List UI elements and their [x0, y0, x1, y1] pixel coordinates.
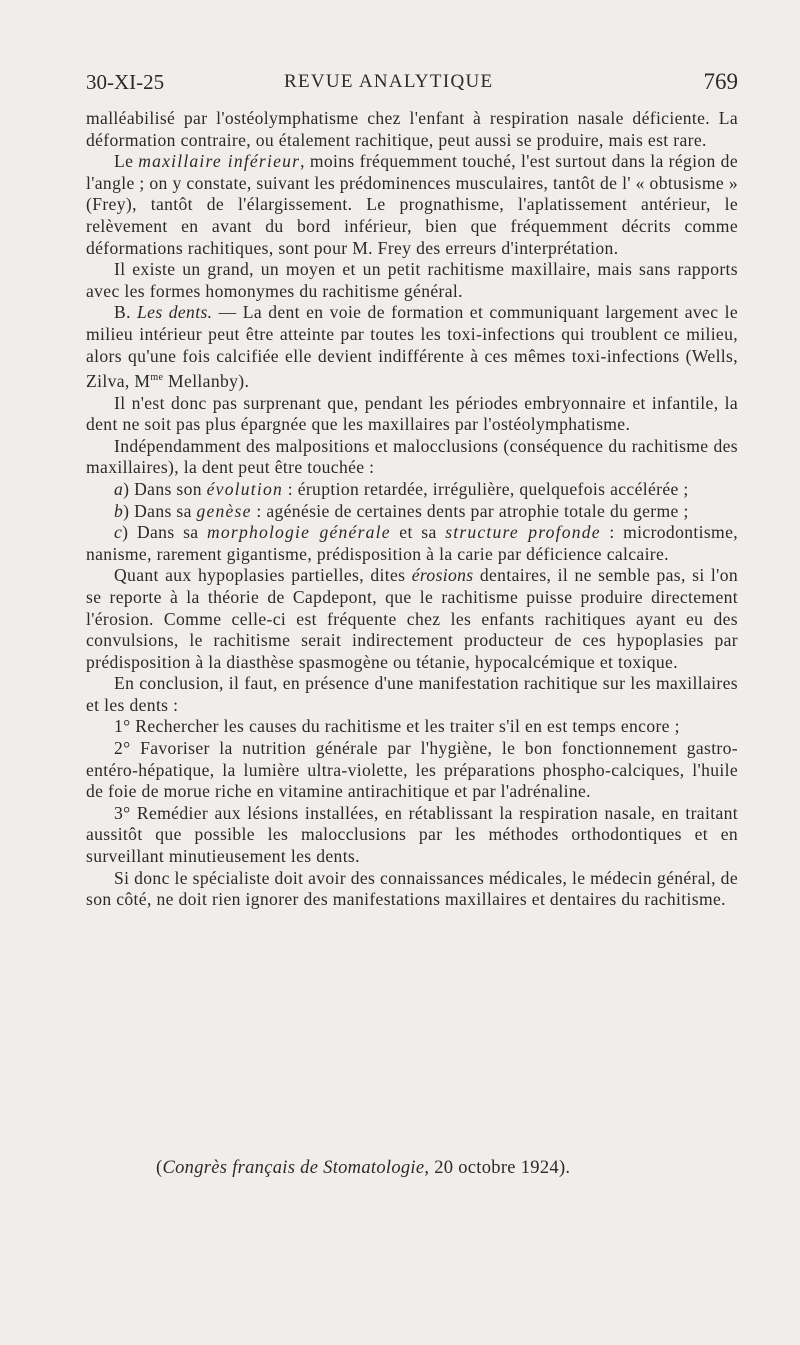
citation-source: Congrès français de Stomatologie: [162, 1158, 425, 1178]
article-body: [86, 108, 738, 911]
paragraph: En conclusion, il faut, en présence d'une manifestation rachitique sur les maxillaires et les dents :: [86, 673, 738, 715]
numbered-item: 2° Favoriser la nutrition générale par l'hygiène, le bon fonctionnement gastro-entéro-hépatique, la lumière ultra-violette, les préparations phospho-calciques, l'huile de foie de morue riche en vitamine antirachitique et par l'adrénaline.: [86, 738, 738, 802]
paragraph: Il existe un grand, un moyen et un petit rachitisme maxillaire, mais sans rapports avec les formes homonymes du rachitisme général.: [86, 259, 738, 301]
paragraph: Indépendamment des malpositions et malocclusions (conséquence du rachitisme des maxillaires), la dent peut être touchée :: [86, 435, 738, 478]
list-item: b) Dans sa genèse : agénésie de certaines dents par atrophie totale du germe ;: [114, 500, 689, 521]
paragraph: Le maxillaire inférieur, moins fréquemment touché, l'est surtout dans la région de l'angle ; on y constate, suivant les prédominences musculaires, tantôt de l' « obtusisme » (Frey), tantôt de l'élargissement. Le prognathisme, l'aplatissement antérieur, le relèvement en avant du bord inférieur, bien que fréquemment décrits comme déformations rachitiques, sont pour M. Frey des erreurs d'interprétation.: [86, 151, 738, 258]
paragraph: Si donc le spécialiste doit avoir des connaissances médicales, le médecin général, de son côté, ne doit rien ignorer des manifestations maxillaires et dentaires du rachitisme.: [86, 867, 738, 910]
paragraph: malléabilisé par l'ostéolymphatisme chez l'enfant à respiration nasale déficiente. La déformation contraire, ou étalement rachitique, peut aussi se produire, mais est rare.: [86, 108, 738, 150]
emphasis: érosions: [411, 565, 474, 586]
emphasis: évolution: [206, 478, 283, 499]
emphasis: genèse: [196, 500, 252, 521]
running-header: [86, 70, 738, 98]
citation: (Congrès français de Stomatologie, 20 octobre 1924).: [156, 1158, 571, 1178]
numbered-item: 3° Remédier aux lésions installées, en rétablissant la respiration nasale, en traitant aussitôt que possible les malocclusions par les méthodes orthodontiques et en surveillant minutieusement les dents.: [86, 802, 738, 867]
list-item: a) Dans son évolution : éruption retardée, irrégulière, quelquefois accélérée ;: [114, 478, 689, 499]
numbered-item: 1° Rechercher les causes du rachitisme et les traiter s'il en est temps encore ;: [114, 716, 680, 737]
page-number: 769: [703, 69, 738, 94]
journal-title: REVUE ANALYTIQUE: [284, 71, 494, 92]
emphasis: structure profonde: [445, 522, 601, 543]
citation-date: , 20 octobre 1924: [424, 1158, 559, 1178]
emphasis: maxillaire inférieur: [138, 151, 301, 172]
paragraph: Quant aux hypoplasies partielles, dites érosions dentaires, il ne semble pas, si l'on se reporte à la théorie de Capdepont, que le rachitisme puisse produire directement l'érosion. Comme celle-ci est fréquente chez les enfants rachitiques ayant eu des convulsions, le rachitisme serait indirectement producteur de ces hypoplasies par prédisposition à la diasthèse spasmogène ou tétanie, hypocalcémique et toxique.: [86, 565, 738, 672]
list-item: c) Dans sa morphologie générale et sa structure profonde : microdontisme, nanisme, rarement gigantisme, prédisposition à la carie par déficience calcaire.: [86, 522, 738, 564]
paragraph: Il n'est donc pas surprenant que, pendant les périodes embryonnaire et infantile, la dent ne soit pas plus épargnée que les maxillaires par l'ostéolymphatisme.: [86, 392, 738, 435]
paragraph: B. Les dents. — La dent en voie de formation et communiquant largement avec le milieu intérieur peut être atteinte par toutes les toxi-infections qui troublent ce milieu, alors qu'une fois calcifiée elle devient indifférente à ces mêmes toxi-infections (Wells, Zilva, $M^{me}$ Mellanby).: [86, 302, 738, 391]
issue-date: 30-XI-25: [86, 70, 165, 94]
section-heading: Les dents.: [137, 302, 213, 323]
emphasis: morphologie générale: [207, 522, 391, 543]
